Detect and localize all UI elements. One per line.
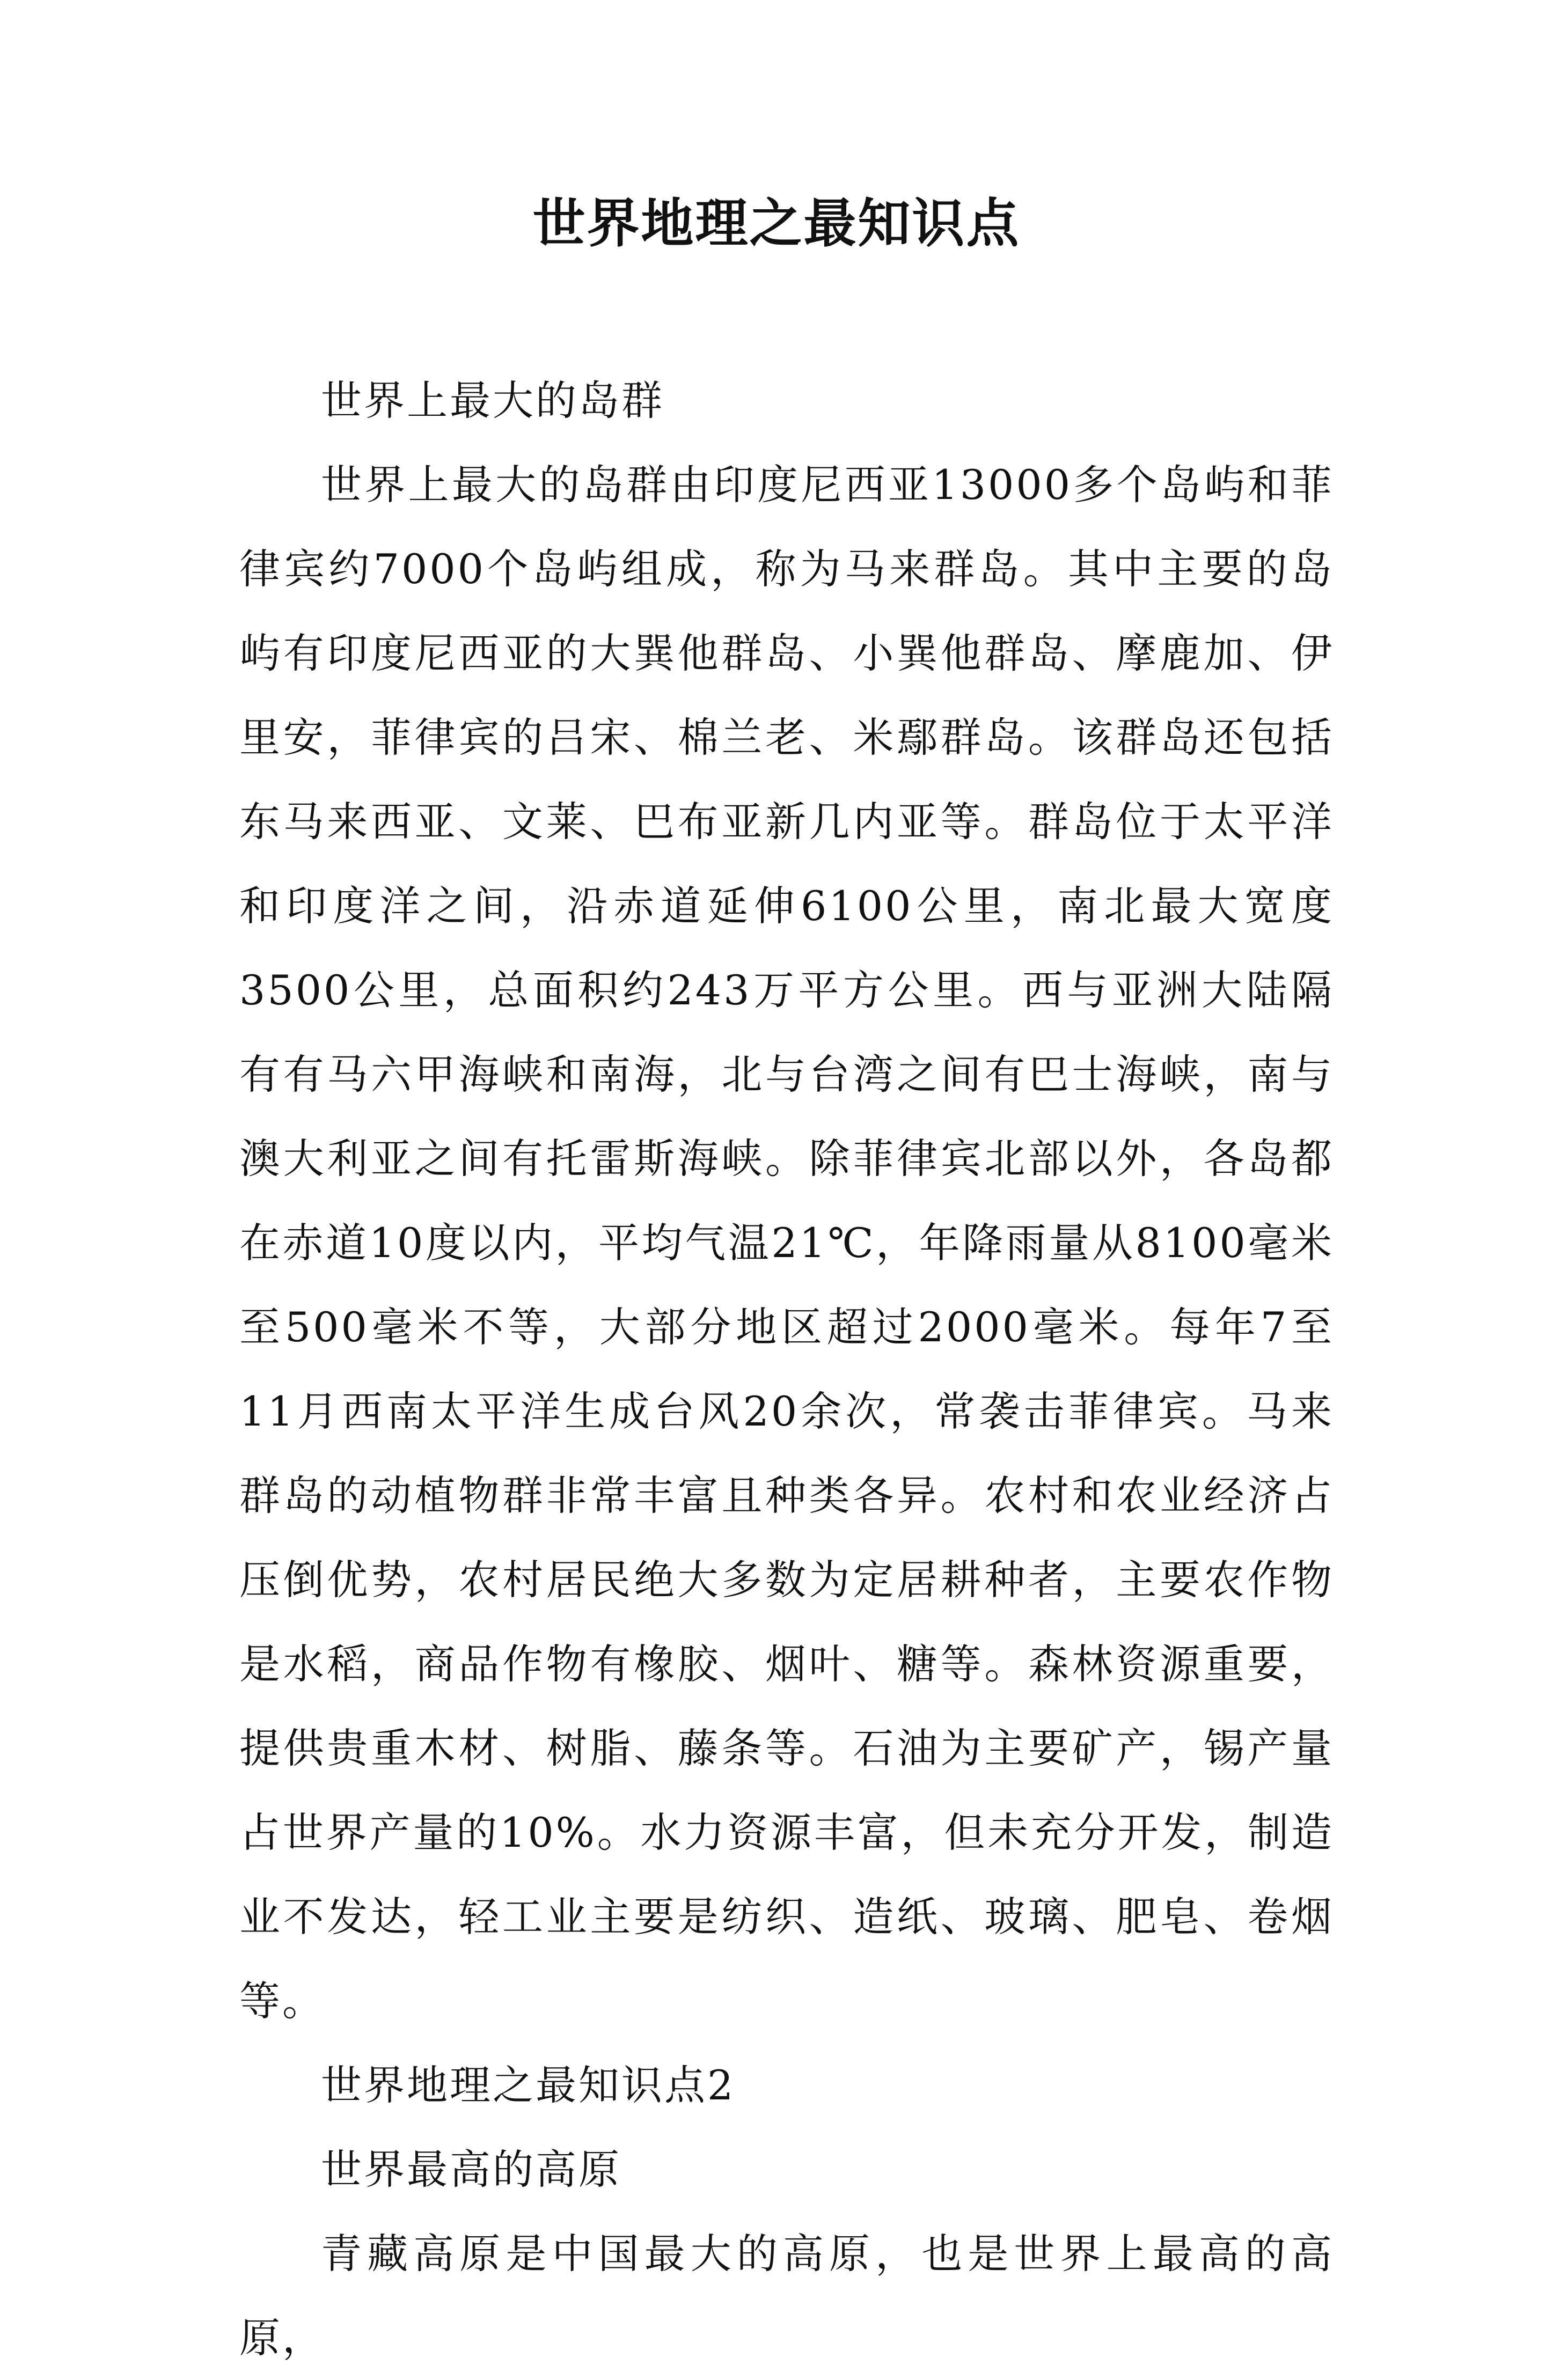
section-heading-largest-archipelago: 世界上最大的岛群 [321,377,664,424]
paragraph-tibetan-plateau: 青藏高原是中国最大的高原，也是世界上最高的高原， [239,2230,1334,2362]
paragraph-malay-archipelago: 世界上最大的岛群由印度尼西亚13000多个岛屿和菲律宾约7000个岛屿组成，称为马来群岛。其中主要的岛屿有印度尼西亚的大巽他群岛、小巽他群岛、摩鹿加、伊里安，菲律宾的吕宋、棉兰老、米鄢群岛。该群岛还包括东马来西亚、文莱、巴布亚新几内亚等。群岛位于太平洋和印度洋之间，沿赤道延伸6100公里，南北最大宽度3500公里，总面积约243万平方公里。西与亚洲大陆隔有有马六甲海峡和南海，北与台湾之间有巴士海峡，南与澳大利亚之间有托雷斯海峡。除菲律宾北部以外，各岛都在赤道10度以内，平均气温21℃，年降雨量从8100毫米至500毫米不等，大部分地区超过2000毫米。每年7至11月西南太平洋生成台风20余次，常袭击菲律宾。马来群岛的动植物群非常丰富且种类各异。农村和农业经济占压倒优势，农村居民绝大多数为定居耕种者，主要农作物是水稻，商品作物有橡胶、烟叶、糖等。森林资源重要，提供贵重木材、树脂、藤条等。石油为主要矿产，锡产量占世界产量的10%。水力资源丰富，但未充分开发，制造业不发达，轻工业主要是纺织、造纸、玻璃、肥皂、卷烟等。 [239,461,1334,2025]
section-heading-highest-plateau: 世界最高的高原 [321,2146,621,2193]
document-title: 世界地理之最知识点 [532,193,1021,254]
section-heading-part-2: 世界地理之最知识点2 [321,2061,736,2109]
document-body [239,358,1334,2380]
